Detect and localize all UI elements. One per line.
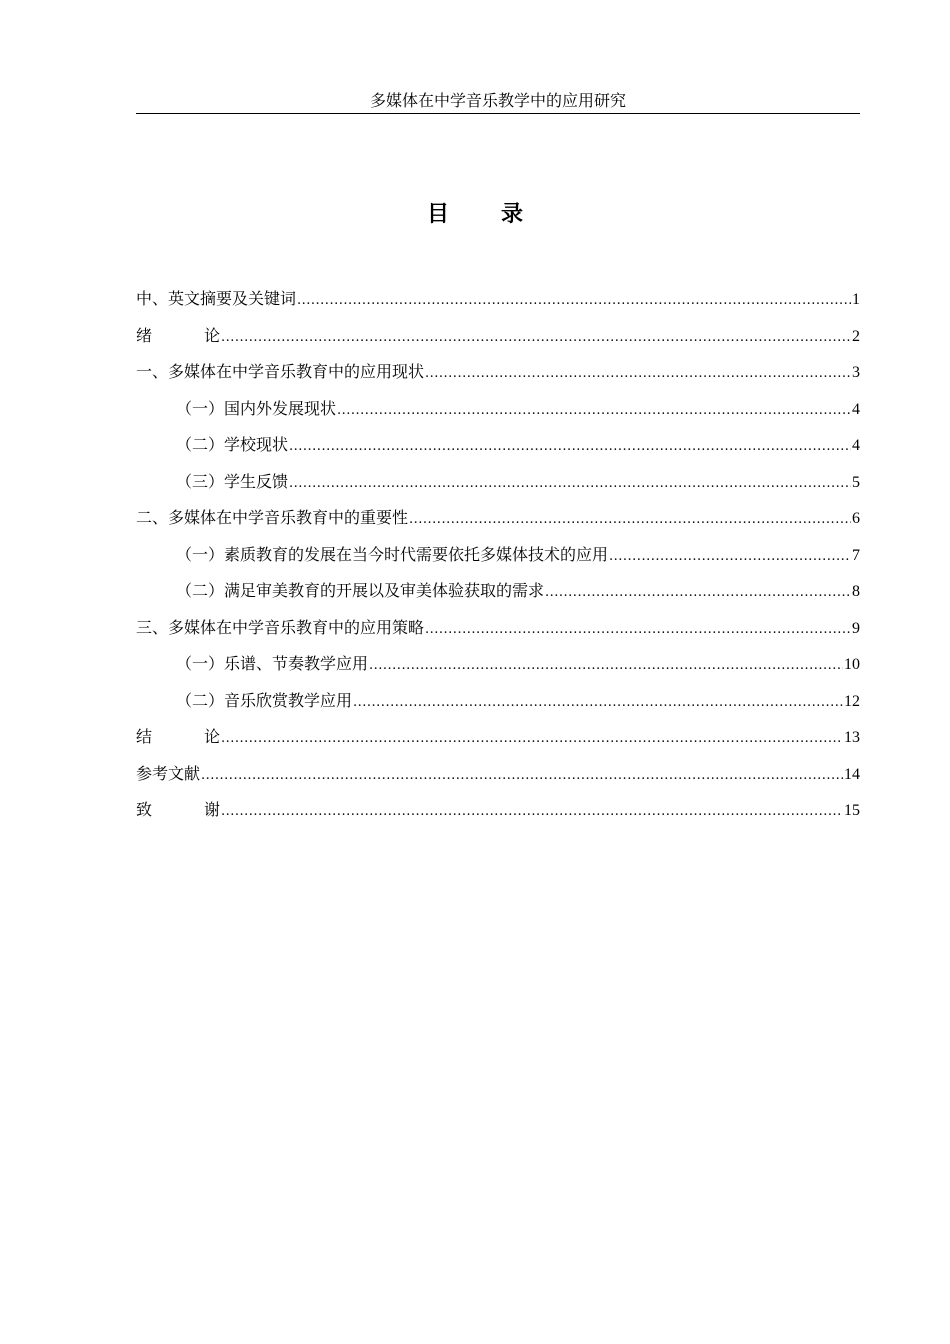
toc-entry-label: （二）满足审美教育的开展以及审美体验获取的需求 — [176, 581, 545, 600]
toc-leader-dots — [221, 796, 843, 828]
toc-entry-label: （一）乐谱、节奏教学应用 — [176, 654, 369, 673]
toc-leader-dots — [425, 614, 851, 646]
toc-entry-section-3-2[interactable] — [136, 685, 860, 722]
toc-entry-label: （二）学校现状 — [176, 435, 289, 454]
toc-entry-label: （一）国内外发展现状 — [176, 398, 337, 418]
toc-title-char-1: 目 — [426, 201, 449, 227]
toc-entry-section-1-2[interactable] — [136, 429, 860, 466]
toc-leader-dots — [289, 468, 851, 500]
toc-title — [0, 198, 950, 230]
toc-entry-label: （二）音乐欣赏教学应用 — [176, 690, 353, 710]
toc-entry-label: （三）学生反馈 — [176, 471, 289, 491]
toc-entry-section-2-1[interactable] — [136, 539, 860, 576]
toc-entry-page: 6 — [852, 510, 860, 527]
toc-entry-page: 2 — [852, 327, 860, 345]
toc-entry-page: 8 — [852, 583, 860, 600]
toc-entry-page: 3 — [852, 364, 860, 381]
toc-entry-label: （一）素质教育的发展在当今时代需要依托多媒体技术的应用 — [176, 544, 609, 564]
toc-entry-label: 绪 论 — [136, 325, 220, 345]
toc-entry-label: 致 谢 — [136, 800, 220, 819]
toc-entry-introduction[interactable] — [136, 320, 860, 357]
toc-entry-page: 15 — [844, 802, 860, 819]
toc-entry-section-3-1[interactable] — [136, 648, 860, 685]
toc-entry-conclusion[interactable] — [136, 721, 860, 758]
toc-entry-page: 4 — [852, 400, 860, 418]
toc-leader-dots — [353, 687, 843, 719]
toc-leader-dots — [201, 760, 843, 792]
toc-leader-dots — [221, 723, 843, 755]
running-header — [136, 88, 860, 114]
toc-entry-chapter-3[interactable] — [136, 612, 860, 649]
toc-entry-label: 一、多媒体在中学音乐教育中的应用现状 — [136, 362, 425, 381]
toc-leader-dots — [337, 395, 851, 427]
toc-leader-dots — [221, 322, 851, 354]
toc-entry-page: 10 — [844, 656, 860, 673]
toc-title-char-2: 录 — [501, 201, 524, 227]
toc-entry-label: 中、英文摘要及关键词 — [136, 289, 297, 308]
toc-entry-references[interactable] — [136, 758, 860, 795]
toc-entry-section-1-3[interactable] — [136, 466, 860, 503]
toc-entry-page: 5 — [852, 473, 860, 491]
toc-entry-page: 4 — [852, 437, 860, 454]
toc-leader-dots — [409, 504, 851, 536]
toc-leader-dots — [609, 541, 851, 573]
toc-leader-dots — [289, 431, 851, 463]
toc-leader-dots — [425, 358, 851, 390]
toc-entry-label: 结 论 — [136, 727, 220, 746]
toc-entry-label: 三、多媒体在中学音乐教育中的应用策略 — [136, 617, 425, 637]
table-of-contents — [136, 283, 860, 831]
toc-entry-label: 二、多媒体在中学音乐教育中的重要性 — [136, 508, 409, 527]
toc-entry-page: 1 — [852, 291, 860, 308]
toc-entry-chapter-1[interactable] — [136, 356, 860, 393]
toc-entry-abstract[interactable] — [136, 283, 860, 320]
toc-entry-acknowledgements[interactable] — [136, 794, 860, 831]
toc-leader-dots — [297, 285, 851, 317]
running-header-title: 多媒体在中学音乐教学中的应用研究 — [369, 91, 626, 110]
toc-leader-dots — [545, 577, 851, 609]
toc-leader-dots — [369, 650, 843, 682]
toc-entry-page: 9 — [852, 619, 860, 637]
toc-entry-section-1-1[interactable] — [136, 393, 860, 430]
toc-entry-page: 14 — [844, 765, 860, 783]
toc-entry-chapter-2[interactable] — [136, 502, 860, 539]
toc-entry-page: 7 — [852, 546, 860, 564]
toc-entry-label: 参考文献 — [136, 763, 201, 783]
toc-entry-page: 13 — [844, 729, 860, 746]
toc-entry-section-2-2[interactable] — [136, 575, 860, 612]
toc-entry-page: 12 — [844, 692, 860, 710]
